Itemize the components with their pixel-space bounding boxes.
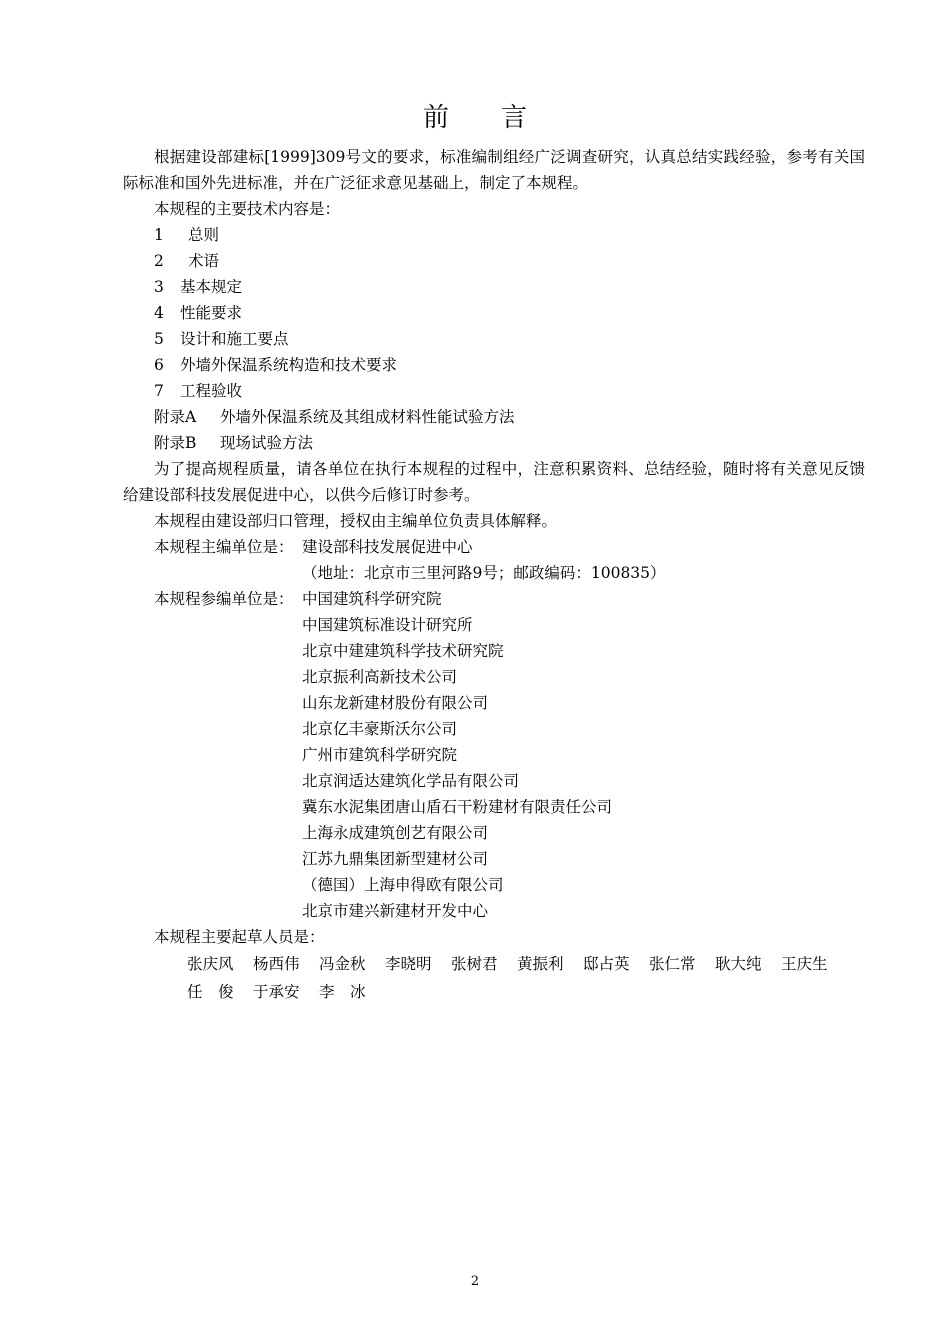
- toc-item-number: 6: [154, 356, 164, 374]
- participating-unit: 北京润适达建筑化学品有限公司: [302, 772, 520, 790]
- toc-item-label: 外墙外保温系统构造和技术要求: [180, 356, 398, 374]
- toc-item-label: 工程验收: [180, 382, 243, 400]
- drafter-name: 李 冰: [319, 983, 366, 1001]
- appendix-title: 外墙外保温系统及其组成材料性能试验方法: [220, 408, 515, 426]
- toc-item-number: 3: [154, 278, 164, 296]
- drafter-name: 邸占英: [583, 955, 630, 973]
- intro-paragraph: 根据建设部建标[1999]309号文的要求，标准编制组经广泛调查研究，认真总结实践经验，参考有关国际标准和国外先进标准，并在广泛征求意见基础上，制定了本规程。: [123, 148, 865, 192]
- toc-item-label: 总则: [188, 226, 220, 244]
- participating-unit: 冀东水泥集团唐山盾石干粉建材有限责任公司: [302, 798, 613, 816]
- toc-list: [123, 222, 865, 456]
- appendix-item: [123, 430, 865, 456]
- drafter-name: 王庆生: [781, 955, 828, 973]
- toc-item-label: 术语: [188, 252, 220, 270]
- page-title: 前言: [422, 103, 579, 133]
- chief-unit-address: （地址：北京市三里河路9号；邮政编码：100835）: [302, 564, 666, 582]
- appendix-label: 附录A: [154, 408, 197, 426]
- chief-unit-row: [123, 534, 865, 560]
- drafter-name: 于承安: [253, 983, 300, 1001]
- participating-unit: 上海永成建筑创艺有限公司: [302, 824, 489, 842]
- participating-unit: 广州市建筑科学研究院: [302, 746, 458, 764]
- participating-unit: 中国建筑标准设计研究所: [302, 616, 473, 634]
- toc-item-number: 7: [154, 382, 164, 400]
- chief-unit-label: 本规程主编单位是：: [154, 538, 294, 556]
- participating-unit-row: [123, 586, 865, 612]
- drafter-name: 张庆风: [187, 955, 234, 973]
- participating-unit: 北京亿丰豪斯沃尔公司: [302, 720, 458, 738]
- drafters-list: [123, 950, 865, 1006]
- drafter-name: 杨西伟: [253, 955, 300, 973]
- drafters-row: [187, 978, 865, 1006]
- drafter-name: 任 俊: [187, 983, 234, 1001]
- drafters-label: 本规程主要起草人员是：: [154, 928, 325, 946]
- toc-item: [123, 248, 865, 274]
- toc-item-label: 基本规定: [180, 278, 243, 296]
- participating-unit: （德国）上海申得欧有限公司: [302, 876, 504, 894]
- chief-unit-name: 建设部科技发展促进中心: [302, 538, 473, 556]
- toc-item: [123, 352, 865, 378]
- participating-unit: 江苏九鼎集团新型建材公司: [302, 850, 489, 868]
- appendix-item: [123, 404, 865, 430]
- participating-unit: 中国建筑科学研究院: [302, 590, 442, 608]
- drafter-name: 耿大纯: [715, 955, 762, 973]
- participating-unit: 山东龙新建材股份有限公司: [302, 694, 489, 712]
- document-body: [123, 144, 865, 1006]
- drafter-name: 李晓明: [385, 955, 432, 973]
- toc-item-label: 性能要求: [180, 304, 243, 322]
- toc-item-number: 1: [154, 226, 164, 244]
- toc-item: [123, 378, 865, 404]
- drafter-name: 张树君: [451, 955, 498, 973]
- participating-unit: 北京市建兴新建材开发中心: [302, 902, 489, 920]
- feedback-paragraph: 为了提高规程质量，请各单位在执行本规程的过程中，注意积累资料、总结经验，随时将有关意见反馈给建设部科技发展促进中心，以供今后修订时参考。: [123, 460, 865, 504]
- toc-item: [123, 300, 865, 326]
- toc-item-number: 2: [154, 252, 164, 270]
- main-content-heading: 本规程的主要技术内容是：: [154, 200, 341, 218]
- participating-unit: 北京中建建筑科学技术研究院: [302, 642, 504, 660]
- toc-item-number: 4: [154, 304, 164, 322]
- drafter-name: 黄振利: [517, 955, 564, 973]
- toc-item: [123, 326, 865, 352]
- management-statement: 本规程由建设部归口管理，授权由主编单位负责具体解释。: [154, 512, 558, 530]
- toc-item: [123, 274, 865, 300]
- drafters-row: [187, 950, 865, 978]
- drafter-name: 冯金秋: [319, 955, 366, 973]
- toc-item-number: 5: [154, 330, 164, 348]
- appendix-title: 现场试验方法: [220, 434, 314, 452]
- page-number: 2: [470, 1274, 480, 1289]
- drafter-name: 张仁常: [649, 955, 696, 973]
- appendix-label: 附录B: [154, 434, 197, 452]
- participating-units-label: 本规程参编单位是：: [154, 590, 294, 608]
- toc-item-label: 设计和施工要点: [180, 330, 289, 348]
- participating-unit: 北京振利高新技术公司: [302, 668, 458, 686]
- toc-item: [123, 222, 865, 248]
